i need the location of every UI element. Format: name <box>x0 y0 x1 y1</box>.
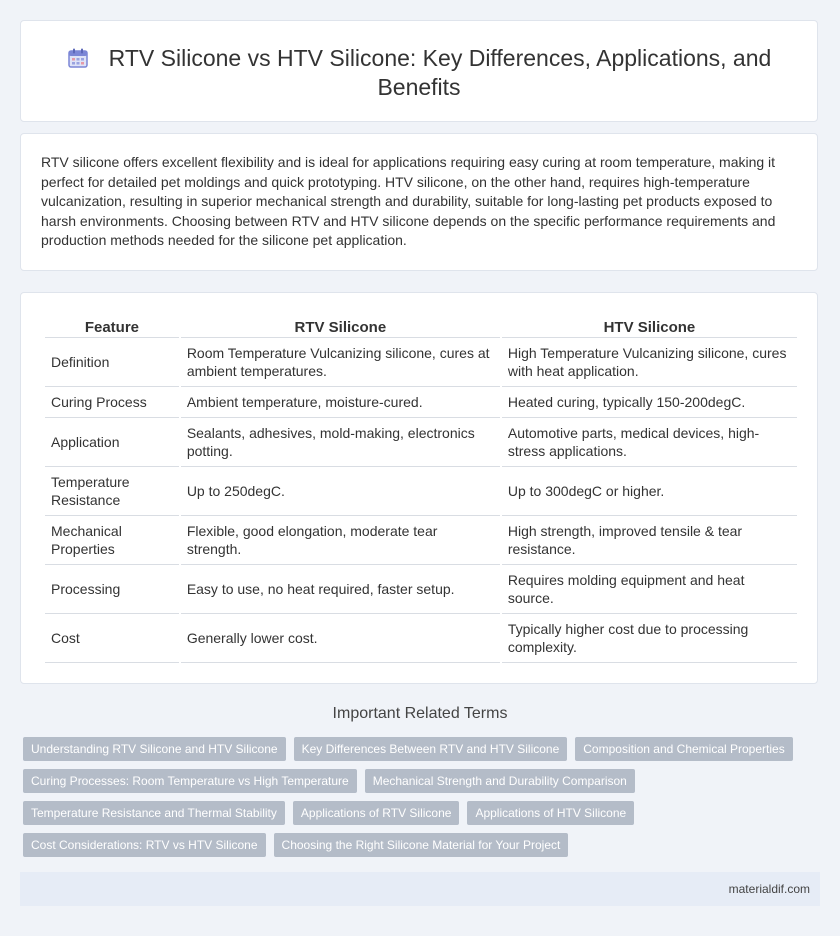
rtv-cell: Up to 250degC. <box>181 467 500 516</box>
feature-cell: Processing <box>45 565 179 614</box>
htv-cell: Typically higher cost due to processing complexity. <box>502 614 797 663</box>
related-term-tag[interactable]: Composition and Chemical Properties <box>575 737 792 761</box>
page-title: RTV Silicone vs HTV Silicone: Key Differences, Applications, and Benefits <box>108 45 772 100</box>
related-term-tag[interactable]: Applications of RTV Silicone <box>293 801 460 825</box>
comparison-table-card <box>20 292 818 684</box>
calendar-icon <box>67 47 89 69</box>
related-term-tag[interactable]: Key Differences Between RTV and HTV Silicone <box>294 737 568 761</box>
related-terms-heading: Important Related Terms <box>332 705 508 722</box>
table-row <box>45 614 797 663</box>
rtv-cell: Flexible, good elongation, moderate tear strength. <box>181 516 500 565</box>
related-term-tag[interactable]: Temperature Resistance and Thermal Stability <box>23 801 285 825</box>
table-row <box>45 565 797 614</box>
footer-site-link[interactable]: materialdif.com <box>728 882 810 896</box>
htv-cell: High strength, improved tensile & tear resistance. <box>502 516 797 565</box>
htv-cell: Automotive parts, medical devices, high-stress applications. <box>502 418 797 467</box>
page-title-wrap <box>21 44 817 102</box>
rtv-cell: Sealants, adhesives, mold-making, electronics potting. <box>181 418 500 467</box>
related-terms-list <box>23 737 823 857</box>
htv-cell: Up to 300degC or higher. <box>502 467 797 516</box>
title-card <box>20 20 818 122</box>
rtv-cell: Generally lower cost. <box>181 614 500 663</box>
htv-cell: Requires molding equipment and heat source. <box>502 565 797 614</box>
related-term-tag[interactable]: Understanding RTV Silicone and HTV Silicone <box>23 737 286 761</box>
rtv-cell: Easy to use, no heat required, faster setup. <box>181 565 500 614</box>
htv-cell: Heated curing, typically 150-200degC. <box>502 387 797 418</box>
table-row <box>45 467 797 516</box>
related-term-tag[interactable]: Choosing the Right Silicone Material for Your Project <box>274 833 569 857</box>
header-htv: HTV Silicone <box>502 315 797 338</box>
intro-paragraph: RTV silicone offers excellent flexibility and is ideal for applications requiring easy curing at room temperature, making it perfect for detailed pet moldings and quick prototyping. HTV silicone, on the other hand, requires high-temperature vulcanization, resulting in superior mechanical strength and durability, suitable for long-lasting pet products exposed to harsh environments. Choosing between RTV and HTV silicone depends on the specific performance requirements and production methods needed for the silicone pet application. <box>41 154 776 249</box>
rtv-cell: Room Temperature Vulcanizing silicone, cures at ambient temperatures. <box>181 338 500 387</box>
intro-card <box>20 133 818 271</box>
feature-cell: Temperature Resistance <box>45 467 179 516</box>
related-term-tag[interactable]: Applications of HTV Silicone <box>467 801 634 825</box>
feature-cell: Cost <box>45 614 179 663</box>
footer <box>20 872 820 906</box>
feature-cell: Mechanical Properties <box>45 516 179 565</box>
table-row <box>45 418 797 467</box>
header-feature: Feature <box>45 315 179 338</box>
htv-cell: High Temperature Vulcanizing silicone, cures with heat application. <box>502 338 797 387</box>
related-term-tag[interactable]: Curing Processes: Room Temperature vs High Temperature <box>23 769 357 793</box>
table-row <box>45 387 797 418</box>
table-row <box>45 516 797 565</box>
comparison-table <box>43 315 799 663</box>
related-term-tag[interactable]: Cost Considerations: RTV vs HTV Silicone <box>23 833 266 857</box>
related-term-tag[interactable]: Mechanical Strength and Durability Comparison <box>365 769 635 793</box>
feature-cell: Application <box>45 418 179 467</box>
header-rtv: RTV Silicone <box>181 315 500 338</box>
table-row <box>45 338 797 387</box>
feature-cell: Definition <box>45 338 179 387</box>
rtv-cell: Ambient temperature, moisture-cured. <box>181 387 500 418</box>
feature-cell: Curing Process <box>45 387 179 418</box>
table-header-row <box>45 315 797 338</box>
